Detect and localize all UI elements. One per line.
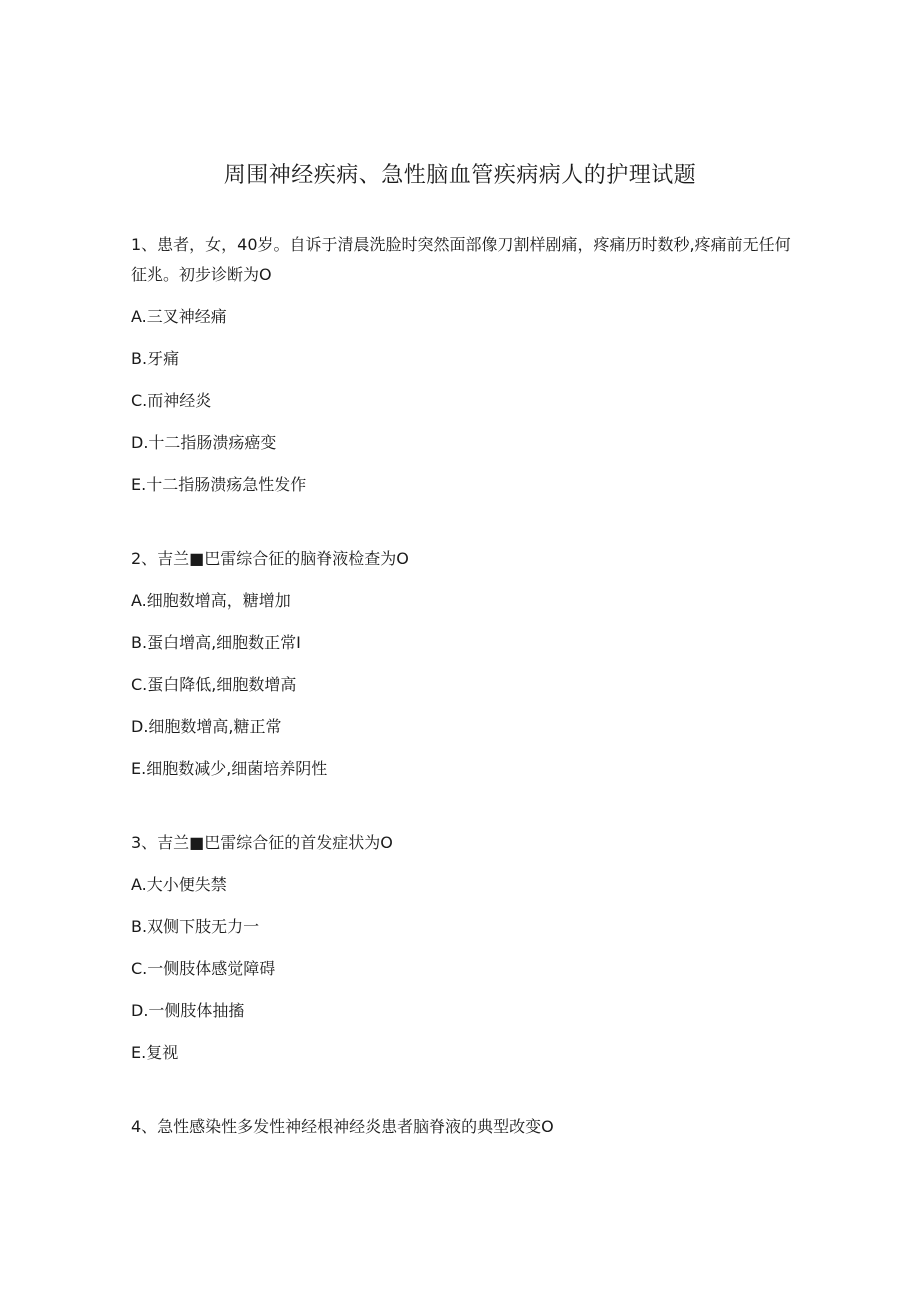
question-stem: 4、急性感染性多发性神经根神经炎患者脑脊液的典型改变O: [131, 1117, 554, 1136]
question-spacer: [131, 796, 791, 828]
question-list: [131, 230, 791, 1154]
question-1: [131, 230, 791, 500]
option-a: A.大小便失禁: [131, 875, 227, 894]
option-b: B.蛋白增高,细胞数正常I: [131, 633, 301, 652]
option-e: E.复视: [131, 1043, 179, 1062]
option-a: A.细胞数增高，糖增加: [131, 591, 291, 610]
option-c: C.而神经炎: [131, 391, 212, 410]
question-spacer: [131, 1080, 791, 1112]
document-title: 周围神经疾病、急性脑血管疾病病人的护理试题: [223, 163, 697, 188]
option-e: E.十二指肠溃疡急性发作: [131, 475, 307, 494]
question-stem: 2、吉兰■巴雷综合征的脑脊液检查为O: [131, 549, 409, 568]
option-e: E.细胞数减少,细菌培养阴性: [131, 759, 328, 778]
option-d: D.细胞数增高,糖正常: [131, 717, 282, 736]
option-c: C.蛋白降低,细胞数增高: [131, 675, 297, 694]
option-d: D.十二指肠溃疡癌变: [131, 433, 277, 452]
question-spacer: [131, 512, 791, 544]
question-stem: 1、患者，女，40岁。自诉于清晨洗脸时突然面部像刀割样剧痛，疼痛历时数秒,疼痛前无任何征兆。初步诊断为O: [131, 235, 791, 284]
option-b: B.牙痛: [131, 349, 180, 368]
option-a: A.三叉神经痛: [131, 307, 227, 326]
question-2: [131, 544, 791, 784]
question-4: [131, 1112, 791, 1142]
option-d: D.一侧肢体抽搐: [131, 1001, 245, 1020]
option-b: B.双侧下肢无力一: [131, 917, 260, 936]
question-stem: 3、吉兰■巴雷综合征的首发症状为O: [131, 833, 393, 852]
option-c: C.一侧肢体感觉障碍: [131, 959, 276, 978]
question-3: [131, 828, 791, 1068]
